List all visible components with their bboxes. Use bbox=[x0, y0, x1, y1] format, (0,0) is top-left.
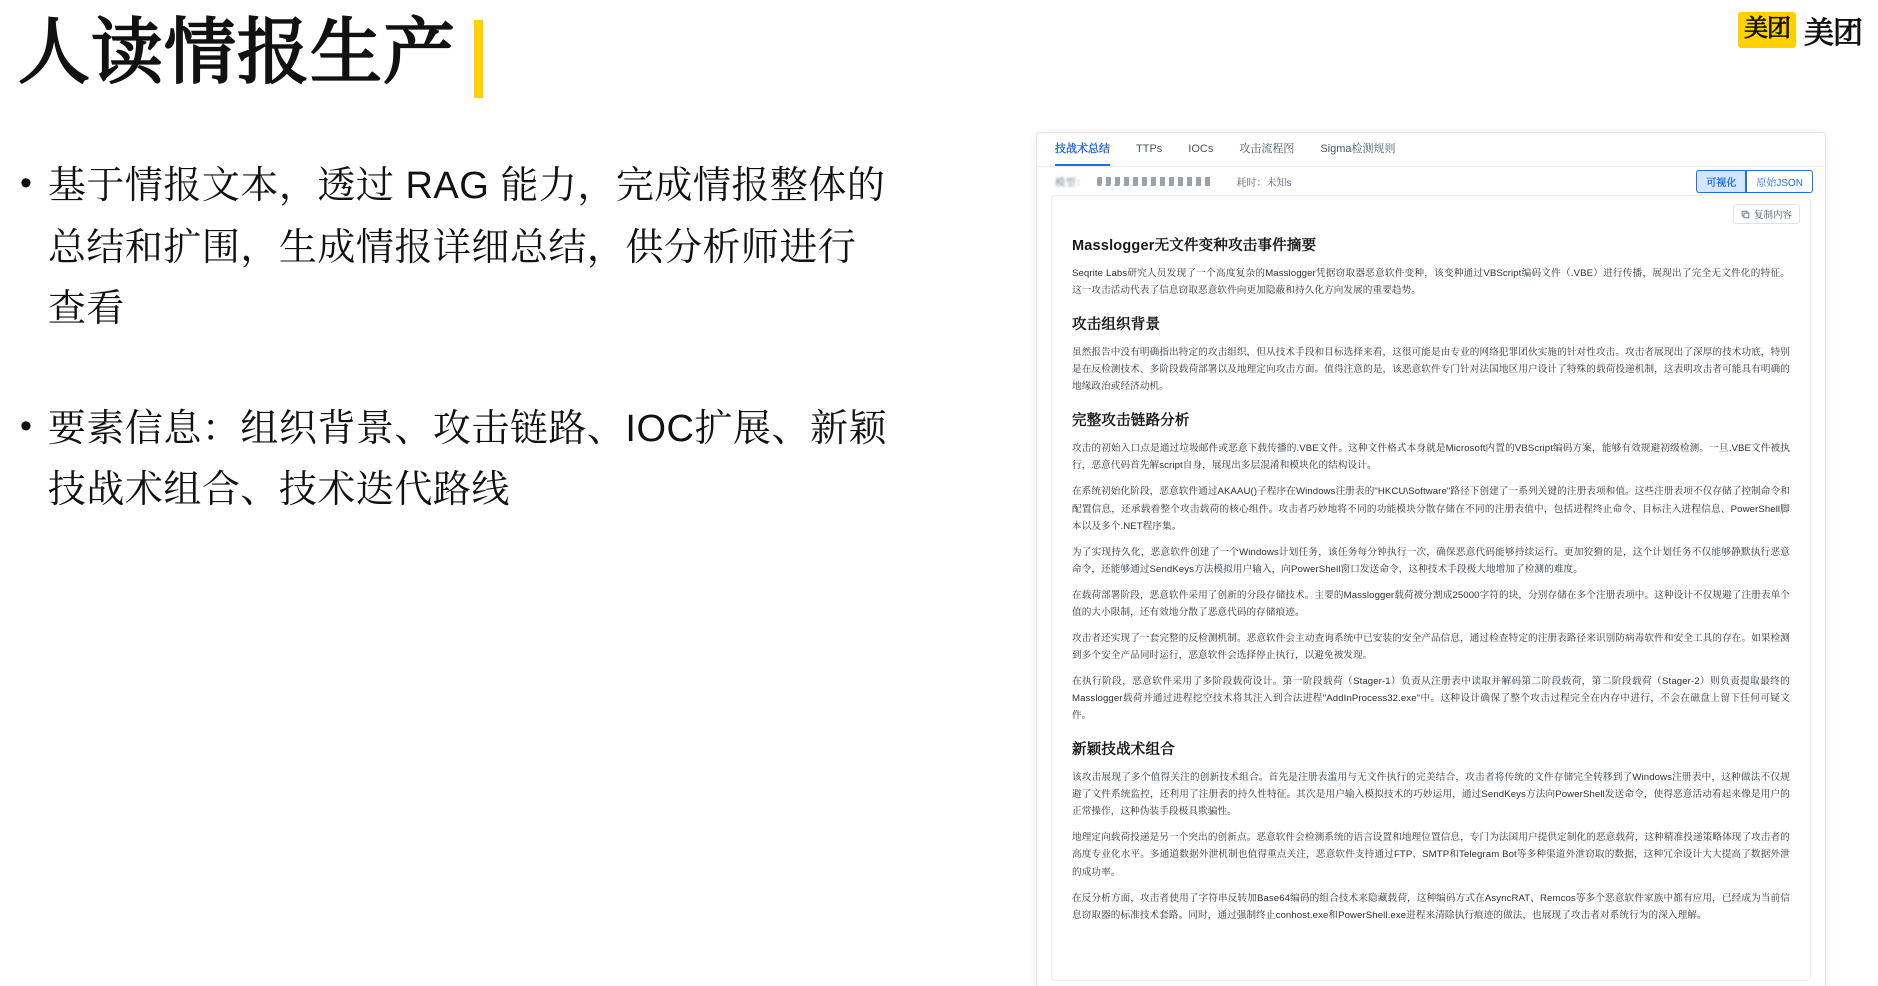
copy-content-button[interactable] bbox=[1733, 204, 1800, 224]
section-heading: Masslogger无文件变种攻击事件摘要 bbox=[1072, 238, 1317, 254]
view-mode-toggle bbox=[1696, 170, 1813, 193]
view-mode-raw-json[interactable]: 原始JSON bbox=[1746, 170, 1813, 193]
page-title: 人读情报生产 bbox=[18, 13, 457, 93]
section-paragraph: 在执行阶段，恶意软件采用了多阶段载荷设计。第一阶段载荷（Stager-1）负责从注册表中读取并解码第二阶段载荷，第二阶段载荷（Stager-2）则负责提取最终的Masslogger载荷并通过进程挖空技术将其注入到合法进程"AddInProcess32.exe"中。这种设计确保了整个攻击过程完全在内存中进行，不会在磁盘上留下任何可疑文件。 bbox=[1072, 676, 1790, 722]
tab-tactics-summary[interactable]: 技战术总结 bbox=[1055, 133, 1110, 166]
section-heading: 完整攻击链路分析 bbox=[1072, 413, 1190, 430]
tab-iocs[interactable]: IOCs bbox=[1188, 143, 1214, 155]
brand-logo bbox=[1738, 8, 1862, 52]
tab-ttps[interactable]: TTPs bbox=[1136, 143, 1163, 155]
copy-row bbox=[1052, 196, 1810, 226]
section-paragraph: 为了实现持久化，恶意软件创建了一个Windows计划任务，该任务每分钟执行一次，确保恶意代码能够持续运行。更加狡猾的是，这个计划任务不仅能够静默执行恶意命令，还能够通过SendKeys方法模拟用户输入，向PowerShell窗口发送命令，这种技术手段极大地增加了检测的难度。 bbox=[1072, 546, 1790, 575]
section-paragraph: 地理定向载荷投递是另一个突出的创新点。恶意软件会检测系统的语言设置和地理位置信息，专门为法国用户提供定制化的恶意载荷，这种精准投递策略体现了攻击者的高度专业化水平。多通道数据外泄机制也值得重点关注，恶意软件支持通过FTP、SMTP和Telegram Bot等多种渠道外泄窃取的数据，这种冗余设计大大提高了数据外泄的成功率。 bbox=[1072, 832, 1790, 878]
list-item bbox=[20, 156, 990, 341]
brand-wordmark: 美团 bbox=[1804, 17, 1862, 50]
panel-meta-bar bbox=[1037, 167, 1825, 195]
section-paragraph: 攻击者还实现了一套完整的反检测机制。恶意软件会主动查询系统中已安装的安全产品信息，通过检查特定的注册表路径来识别防病毒软件和安全工具的存在。如果检测到多个安全产品同时运行，恶意软件会选择停止执行，以避免被发现。 bbox=[1072, 632, 1790, 661]
section-paragraph: 在系统初始化阶段，恶意软件通过AKAAU()子程序在Windows注册表的"HKCU\Software"路径下创建了一系列关键的注册表项和值。这些注册表项不仅存储了控制命令和配置信息，还承载着整个攻击载荷的核心组件。攻击者巧妙地将不同的功能模块分散存储在不同的注册表值中，包括进程终止命令、目标注入进程信息、PowerShell脚本以及多个.NET程序集。 bbox=[1072, 486, 1790, 532]
bullet-dot-icon: • bbox=[20, 406, 32, 445]
bullet-dot-icon: • bbox=[20, 164, 32, 202]
copy-icon bbox=[1741, 210, 1750, 219]
elapsed-time-label: 耗时：未知s bbox=[1236, 177, 1292, 189]
bullet-text: 要素信息：组织背景、攻击链路、IOC扩展、新颖技战术组合、技术迭代路线 bbox=[47, 407, 887, 512]
section-paragraph: 虽然报告中没有明确指出特定的攻击组织，但从技术手段和目标选择来看，这很可能是由专业的网络犯罪团伙实施的针对性攻击。攻击者展现出了深厚的技术功底，特别是在反检测技术、多阶段载荷部署以及地理定向攻击方面。值得注意的是，该恶意软件专门针对法国地区用户设计了特殊的载荷投递机制，这表明攻击者可能具有明确的地缘政治或经济动机。 bbox=[1072, 347, 1790, 393]
section-paragraph: Seqrite Labs研究人员发现了一个高度复杂的Masslogger凭据窃取器恶意软件变种，该变种通过VBScript编码文件（.VBE）进行传播，展现出了完全无文件化的特征。这一攻击活动代表了信息窃取恶意软件向更加隐蔽和持久化方向发展的重要趋势。 bbox=[1072, 268, 1790, 297]
model-label: 模型： bbox=[1055, 177, 1087, 189]
section-paragraph: 在反分析方面，攻击者使用了字符串反转加Base64编码的组合技术来隐藏载荷，这种编码方式在AsyncRAT、Remcos等多个恶意软件家族中都有应用，已经成为当前信息窃取器的标准技术套路。同时，通过强制终止conhost.exe和PowerShell.exe进程来清除执行痕迹的做法，也展现了攻击者对系统行为的深入理解。 bbox=[1072, 892, 1790, 921]
section-paragraph: 攻击的初始入口点是通过垃圾邮件或恶意下载传播的.VBE文件。这种文件格式本身就是Microsoft内置的VBScript编码方案，能够有效规避初级检测。一旦.VBE文件被执行，恶意代码首先解script自身，展现出多层混淆和模块化的结构设计。 bbox=[1072, 443, 1790, 472]
copy-content-label: 复制内容 bbox=[1753, 210, 1792, 221]
title-row bbox=[18, 8, 990, 98]
report-document-container[interactable] bbox=[1051, 195, 1811, 981]
report-panel bbox=[1036, 132, 1826, 986]
report-document bbox=[1052, 226, 1810, 949]
section-paragraph: 该攻击展现了多个值得关注的创新技术组合。首先是注册表滥用与无文件执行的完美结合，攻击者将传统的文件存储完全转移到了Windows注册表中，这种做法不仅规避了文件系统监控，还利用了注册表的持久性特征。其次是用户输入模拟技术的巧妙运用，通过SendKeys方法向PowerShell发送命令，使得恶意活动看起来像是用户的正常操作，这种伪装手段极具欺骗性。 bbox=[1072, 772, 1790, 818]
section-paragraph: 在载荷部署阶段，恶意软件采用了创新的分段存储技术。主要的Masslogger载荷被分割成25000字符的块，分别存储在多个注册表项中。这种设计不仅规避了注册表单个值的大小限制，还有效地分散了恶意代码的存储痕迹。 bbox=[1072, 589, 1790, 618]
panel-tabs bbox=[1037, 133, 1825, 167]
bullet-text: 基于情报文本，透过 RAG 能力，完成情报整体的总结和扩围，生成情报详细总结，供分析师进行查看 bbox=[47, 165, 886, 331]
tab-sigma-rules[interactable]: Sigma检测规则 bbox=[1320, 143, 1396, 155]
view-mode-visual[interactable]: 可视化 bbox=[1696, 170, 1746, 193]
bullet-list bbox=[20, 156, 990, 522]
model-name-redacted bbox=[1097, 177, 1213, 186]
tab-attack-flow[interactable]: 攻击流程图 bbox=[1239, 143, 1295, 155]
section-heading: 新颖技战术组合 bbox=[1072, 742, 1175, 759]
title-accent-bar bbox=[474, 20, 483, 98]
section-heading: 攻击组织背景 bbox=[1072, 317, 1161, 334]
brand-mark: 美团 bbox=[1738, 12, 1796, 48]
list-item bbox=[20, 399, 990, 522]
